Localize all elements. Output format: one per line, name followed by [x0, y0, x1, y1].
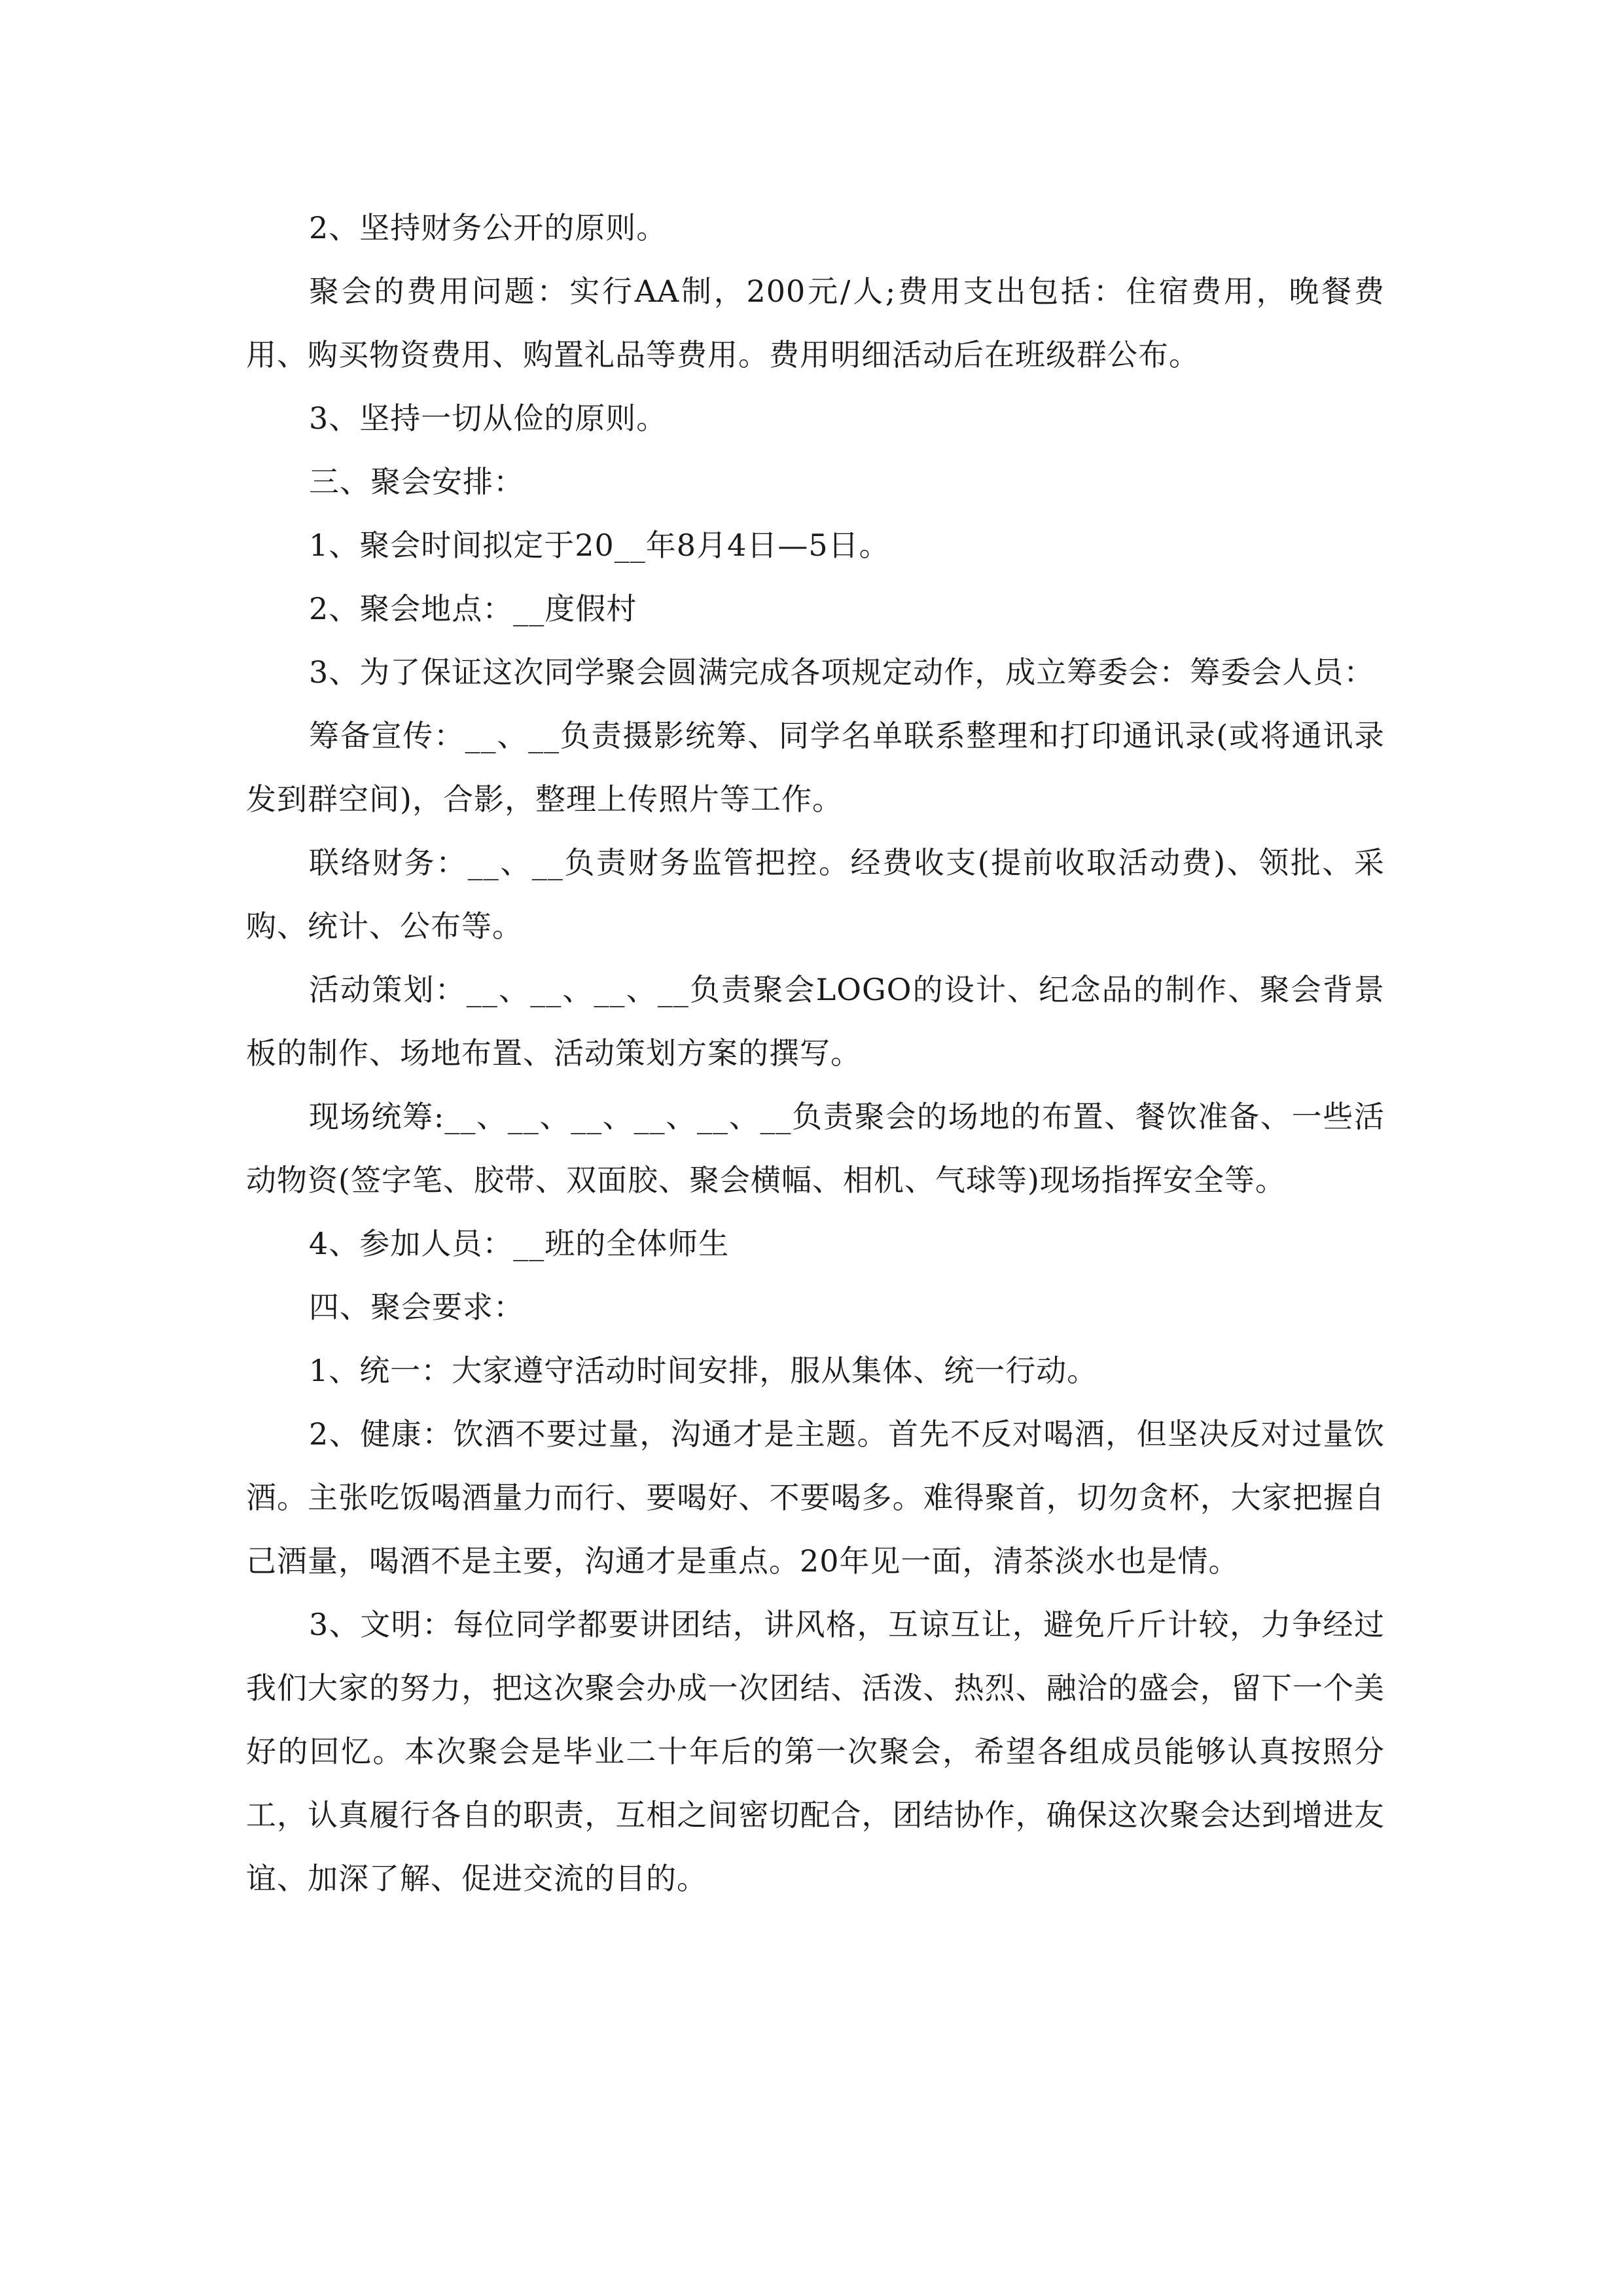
document-body [246, 196, 1385, 1910]
paragraph-principle-2: 2、坚持财务公开的原则。 [309, 210, 668, 245]
paragraph-finance: 联络财务：__、__负责财务监管把控。经费收支(提前收取活动费)、领批、采购、统计、公布等。 [246, 845, 1385, 944]
paragraph-committee: 3、为了保证这次同学聚会圆满完成各项规定动作，成立筹委会：筹委会人员： [309, 655, 1375, 690]
paragraph-publicity: 筹备宣传：__、__负责摄影统筹、同学名单联系整理和打印通讯录(或将通讯录发到群空间)，合影，整理上传照片等工作。 [246, 718, 1385, 817]
paragraph-participants: 4、参加人员：__班的全体师生 [309, 1226, 730, 1261]
paragraph-unity: 1、统一：大家遵守活动时间安排，服从集体、统一行动。 [309, 1353, 1098, 1388]
paragraph-location: 2、聚会地点：__度假村 [309, 591, 637, 626]
paragraph-cost: 聚会的费用问题：实行AA制，200元/人;费用支出包括：住宿费用，晚餐费用、购买物资费用、购置礼品等费用。费用明细活动后在班级群公布。 [246, 274, 1385, 372]
paragraph-principle-3: 3、坚持一切从俭的原则。 [309, 401, 668, 436]
paragraph-time: 1、聚会时间拟定于20__年8月4日—5日。 [309, 528, 890, 563]
section-heading-arrangement: 三、聚会安排： [309, 464, 524, 499]
paragraph-onsite: 现场统筹:__、__、__、__、__、__负责聚会的场地的布置、餐饮准备、一些活动物资(签字笔、胶带、双面胶、聚会横幅、相机、气球等)现场指挥安全等。 [246, 1099, 1385, 1198]
section-heading-requirements: 四、聚会要求： [309, 1289, 524, 1325]
paragraph-civility: 3、文明：每位同学都要讲团结，讲风格，互谅互让，避免斤斤计较，力争经过我们大家的努力，把这次聚会办成一次团结、活泼、热烈、融洽的盛会，留下一个美好的回忆。本次聚会是毕业二十年后的第一次聚会，希望各组成员能够认真按照分工，认真履行各自的职责，互相之间密切配合，团结协作，确保这次聚会达到增进友谊、加深了解、促进交流的目的。 [246, 1607, 1385, 1896]
paragraph-health: 2、健康：饮酒不要过量，沟通才是主题。首先不反对喝酒，但坚决反对过量饮酒。主张吃饭喝酒量力而行、要喝好、不要喝多。难得聚首，切勿贪杯，大家把握自己酒量，喝酒不是主要，沟通才是重点。20年见一面，清茶淡水也是情。 [246, 1416, 1385, 1579]
paragraph-planning: 活动策划：__、__、__、__负责聚会LOGO的设计、纪念品的制作、聚会背景板的制作、场地布置、活动策划方案的撰写。 [246, 972, 1385, 1071]
